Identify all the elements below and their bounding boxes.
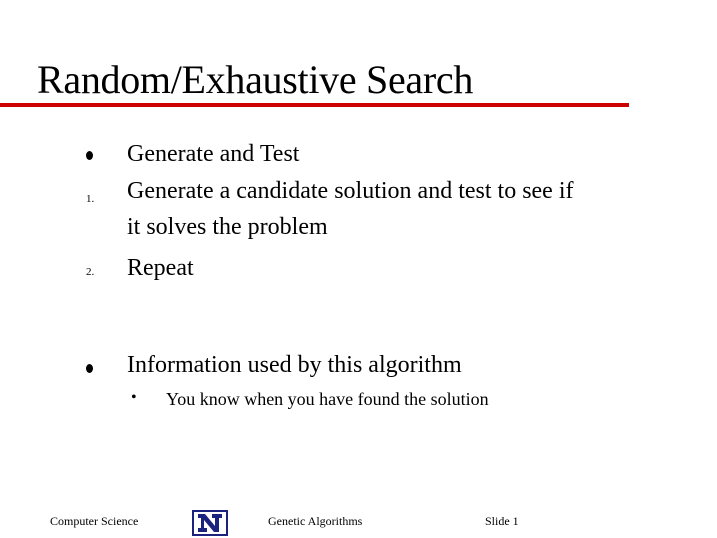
footer-left-text: Computer Science [50, 514, 139, 528]
list-item-generate-candidate-line1: Generate a candidate solution and test to see if [127, 178, 574, 204]
sub-bullet-icon: • [131, 389, 137, 406]
list-item-generate-candidate-line2: it solves the problem [127, 214, 328, 240]
slide-number: Slide 1 [485, 514, 519, 528]
title-underline [0, 103, 629, 107]
slide-title: Random/Exhaustive Search [37, 57, 474, 102]
nebraska-n-logo-icon [192, 510, 228, 536]
sub-item-know-solution: You know when you have found the solution [166, 389, 489, 409]
bullet-dot-icon [86, 151, 93, 160]
list-item-information-used: Information used by this algorithm [127, 352, 462, 378]
bullet-dot-icon [86, 364, 93, 373]
list-item-generate-and-test: Generate and Test [127, 141, 300, 167]
list-number-2: 2. [86, 266, 95, 278]
list-item-repeat: Repeat [127, 255, 194, 281]
list-number-1: 1. [86, 193, 95, 205]
footer-center-text: Genetic Algorithms [268, 514, 363, 528]
